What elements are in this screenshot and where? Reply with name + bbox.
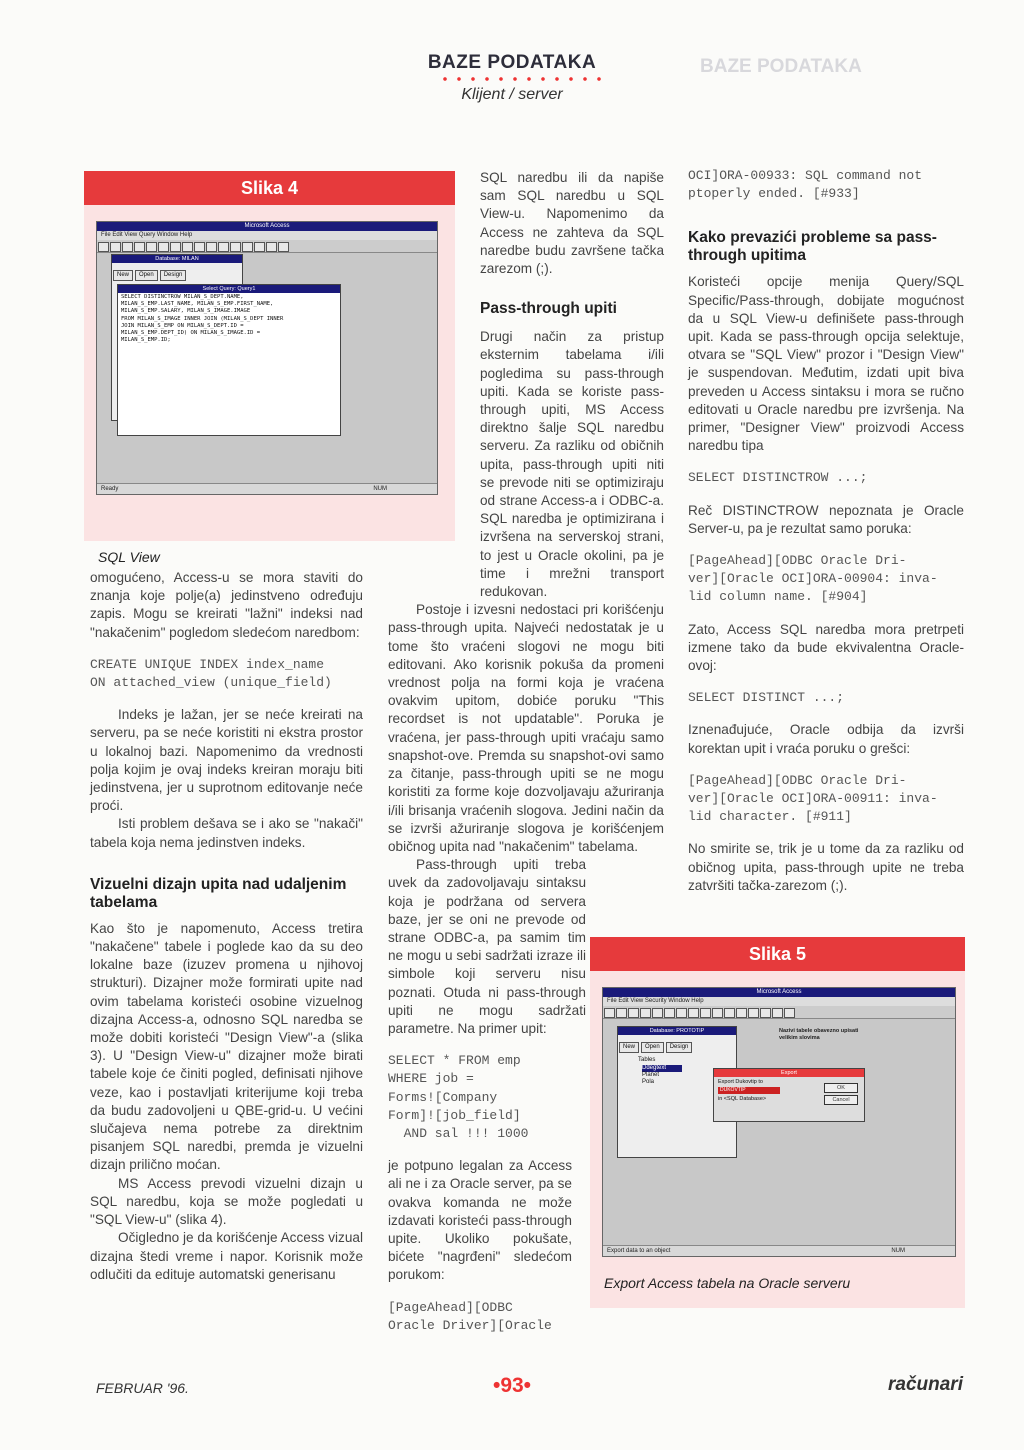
- export-line: Export Dukovtip to: [718, 1079, 763, 1085]
- database-title: Database: MILAN: [112, 255, 242, 263]
- export-source: in <SQL Database>: [718, 1096, 767, 1102]
- section-heading: Vizuelni dizajn upita nad udaljenim tabelama: [90, 875, 347, 911]
- paragraph: Koristeći opcije menija Query/SQL Specific/Pass-through, dobijate mogućnost da u SQL View-u definišete pass-through upit. Kada se pass-through opcija selektuje, otvara se "SQL View" prozor i "Design View" je suspendovan. Međutim, izdati upit biva preveden u Access sintaksu i mora se ručno editovati u Oracle naredbu pre izvršenja. Na primer, "Designer View" proizvodi Access naredbu tipa: [688, 274, 964, 454]
- code-block: CREATE UNIQUE INDEX index_name ON attached_view (unique_field): [90, 656, 332, 691]
- cancel-button[interactable]: Cancel: [824, 1095, 858, 1105]
- paragraph: No smirite se, trik je u tome da za razliku od običnog upita, pass-through upite ne treba zatvršiti tačka-zarezom (;).: [688, 841, 964, 893]
- annotation: Nazivi tabele obavezno upisati velikim slovima: [779, 1028, 859, 1041]
- new-button[interactable]: New: [619, 1042, 639, 1053]
- figure-4-caption: SQL View: [98, 549, 160, 565]
- export-dialog: [713, 1068, 865, 1122]
- app-toolbar[interactable]: [97, 240, 437, 253]
- code-block: OCI]ORA-00933: SQL command not ptoperly ended. [#933]: [688, 168, 923, 202]
- paragraph: MS Access prevodi vizuelni dizajn u SQL naredbu, koja se može pogledati u "SQL View-u" (slika 4).: [90, 1175, 363, 1228]
- code-block: [PageAhead][ODBC Oracle Dri- ver][Oracle OCI]ORA-00911: inva- lid character. [#911]: [688, 772, 938, 825]
- figure-5-caption: Export Access tabela na Oracle serveru: [604, 1275, 851, 1291]
- paragraph: omogućeno, Access-u se mora staviti do znanja koje polje(a) jedinstveno određuju zapis. Mogu se kreirati "lažni" indeksi nad "nakačenim" pogledom sledećom naredbom:: [90, 570, 363, 640]
- app-titlebar: Microsoft Access: [97, 222, 437, 231]
- app-titlebar: Microsoft Access: [603, 988, 955, 997]
- paragraph: Indeks je lažan, jer se neće kreirati na serveru, pa se neće koristiti ni ekstra prostor u lokalnoj bazi. Napomenimo da vrednosti polja kojim je ovaj indeks kreiran moraju biti jedinstvena, jer u suprotnom editovanje neće proći.: [90, 707, 363, 814]
- paragraph: je potpuno legalan za Access ali ne i za Oracle server, pa se ovakva komanda ne može izdavati koristeći pass-through upite. Ukoliko pokušate, bićete "nagrđeni" sledećom porukom:: [388, 1158, 572, 1283]
- paragraph: Isti problem dešava se i ako se "nakači" tabela koja nema jedinstven indeks.: [90, 816, 363, 850]
- list-item[interactable]: Planet: [642, 1072, 660, 1078]
- paragraph: Iznenađujuće, Oracle odbija da izvrši korektan upit i vraća poruku o grešci:: [688, 722, 964, 756]
- access-window: [96, 221, 438, 495]
- query-title: Select Query: Query1: [118, 285, 340, 293]
- tables-label: Tables: [638, 1057, 656, 1063]
- code-block: SELECT DISTINCTROW ...;: [688, 470, 868, 486]
- figure-5-body: [590, 971, 965, 1308]
- open-button[interactable]: Open: [641, 1042, 664, 1053]
- paragraph: Očigledno je da korišćenje Access vizual dizajna štedi vreme i napor. Korisnik može odlučiti da edituje automatski generisanu: [90, 1230, 363, 1282]
- export-name-input[interactable]: DUKOVTIP: [718, 1087, 780, 1094]
- paragraph: Zato, Access SQL naredba mora pretrpeti izmene tako da bude ekvivalentna Oracle-ovoj:: [688, 621, 964, 674]
- app-menubar[interactable]: File Edit View Security Window Help: [603, 997, 955, 1006]
- paragraph: SQL naredbu ili da napiše sam SQL naredbu u SQL View-u. Napomenimo da Access ne zahteva da SQL naredbe budu završene tačka zarezom (;).: [480, 170, 664, 277]
- figure-4-label: Slika 4: [84, 171, 455, 205]
- status-bar: Ready NUM: [97, 483, 437, 494]
- paragraph: Kao što je napomenuto, Access tretira "nakačene" tabele i poglede kao da su deo lokalne baze (izuzev promena u njihovoj strukturi). Dizajner može formirati upite nad ovim tabelama koristeći osobine vizuelnog dizajna Access-a, odnosno SQL naredba se može dobiti koristeći "Design View"-a (slika 3). U "Design View-u" dizajner može birati tabele koje će činiti pogled, definisati njihove veze, kao i postavljati kriterijume koji treba da budu zadovoljeni u QBE-grid-u. U većini slučajeva nema potrebe za direktnim pisanjem SQL naredbi, premda je vizuelni dizajn prilično moćan.: [90, 920, 363, 1173]
- paragraph: Postoje i izvesni nedostaci pri korišćenju pass-through upita. Najveći nedostatak je u tome što vraćeni slogovi ne mogu biti editovani. Ako korisnik pokuša da promeni vrednost polja na formi koja je vraćena ovakvim upitom, dobiće poruku "This recordset is not updatable". Poruka je vraćena, jer pass-through upiti vraćaju samo snapshot-ove. Premda su snapshot-ovi samo za čitanje, pass-through upiti se ne mogu koristiti za forme koje dozvoljavaju ažuriranja i/ili brisanja vraćenih slogova. Jedini način da se izvrši ažuriranje slogova je korišćenjem običnog upita nad "nakačenim" tabelama.: [388, 602, 664, 854]
- figure-5: [590, 937, 965, 1308]
- list-item[interactable]: Pola: [642, 1079, 655, 1085]
- app-menubar[interactable]: File Edit View Query Window Help: [97, 231, 437, 240]
- section-heading: Pass-through upiti: [480, 300, 617, 318]
- column-1: [90, 569, 363, 1284]
- section-title: BAZE PODATAKA: [427, 52, 597, 73]
- paragraph: Reč DISTINCTROW nepoznata je Oracle Server-u, pa je rezultat samo poruka:: [688, 502, 964, 536]
- magazine-name: računari: [888, 1374, 963, 1395]
- section-heading: Kako prevazići probleme sa pass-through upitima: [688, 229, 937, 265]
- page-number: •93•: [492, 1374, 532, 1397]
- database-title: Database: PROTOTIP: [618, 1027, 736, 1035]
- paragraph: Pass-through upiti treba uvek da zadovoljavaju sintaksu koja je podržana od servera baze, jer se oni ne prevode od strane ODBC-a, pa samim tim ne mogu u sebi sadržati izraze ili simbole koji serveru nisu poznati. Otuda ni pass-through upiti ne mogu sadržati parametre. Na primer upit:: [388, 857, 586, 1036]
- footer-date: FEBRUAR '96.: [96, 1380, 189, 1396]
- code-block: SELECT DISTINCT ...;: [688, 690, 845, 706]
- design-button[interactable]: Design: [160, 270, 187, 281]
- list-item[interactable]: Ddegtext: [642, 1065, 682, 1072]
- paragraph: Drugi način za pristup eksternim tabelama i/ili pogledima su pass-through upiti. Kada se koriste pass-through upiti, MS Access direktno šalje SQL naredbu serveru. Za razliku od običnih upita, pass-through upiti niti se prevode niti se optimiziraju od strane Access-a i ODBC-a. SQL naredba je optimizirana i izvršena na serverskoj strani, to jest u Oracle okolini, pa je time i mrežni transport redukovan.: [480, 329, 664, 600]
- app-toolbar[interactable]: [603, 1006, 955, 1019]
- sql-text[interactable]: SELECT DISTINCTROW MILAN_S_DEPT.NAME, MILAN_S_EMP.LAST_NAME, MILAN_S_EMP.FIRST_NAME, MILAN_S_EMP.SALARY, MILAN_S_IMAGE.IMAGE FROM MILAN_S_IMAGE INNER JOIN (MILAN_S_DEPT INNER JOIN MILAN_S_EMP ON MILAN_S_DEPT.ID = MILAN_S_EMP.DEPT_ID) ON MILAN_S_IMAGE.ID = MILAN_S_EMP.ID;: [121, 294, 284, 344]
- section-subtitle: Klijent / server: [461, 86, 563, 103]
- ok-button[interactable]: OK: [824, 1083, 858, 1093]
- query-window: [117, 284, 341, 436]
- status-bar: Export data to an object NUM: [603, 1245, 955, 1256]
- export-title: Export: [714, 1069, 864, 1077]
- code-block: SELECT * FROM emp WHERE job = Forms![Company Form]![job_field] AND sal !!! 1000: [388, 1053, 529, 1141]
- code-block: [PageAhead][ODBC Oracle Driver][Oracle: [388, 1299, 552, 1333]
- column-3: [688, 167, 964, 895]
- header-ghost: BAZE PODATAKA: [700, 56, 862, 77]
- figure-5-label: Slika 5: [590, 937, 965, 971]
- code-block: [PageAhead][ODBC Oracle Dri- ver][Oracle OCI]ORA-00904: inva- lid column name. [#904]: [688, 553, 938, 605]
- access-window: [602, 987, 956, 1257]
- design-button[interactable]: Design: [666, 1042, 693, 1053]
- open-button[interactable]: Open: [135, 270, 158, 281]
- new-button[interactable]: New: [113, 270, 133, 281]
- header-dots: [438, 76, 608, 82]
